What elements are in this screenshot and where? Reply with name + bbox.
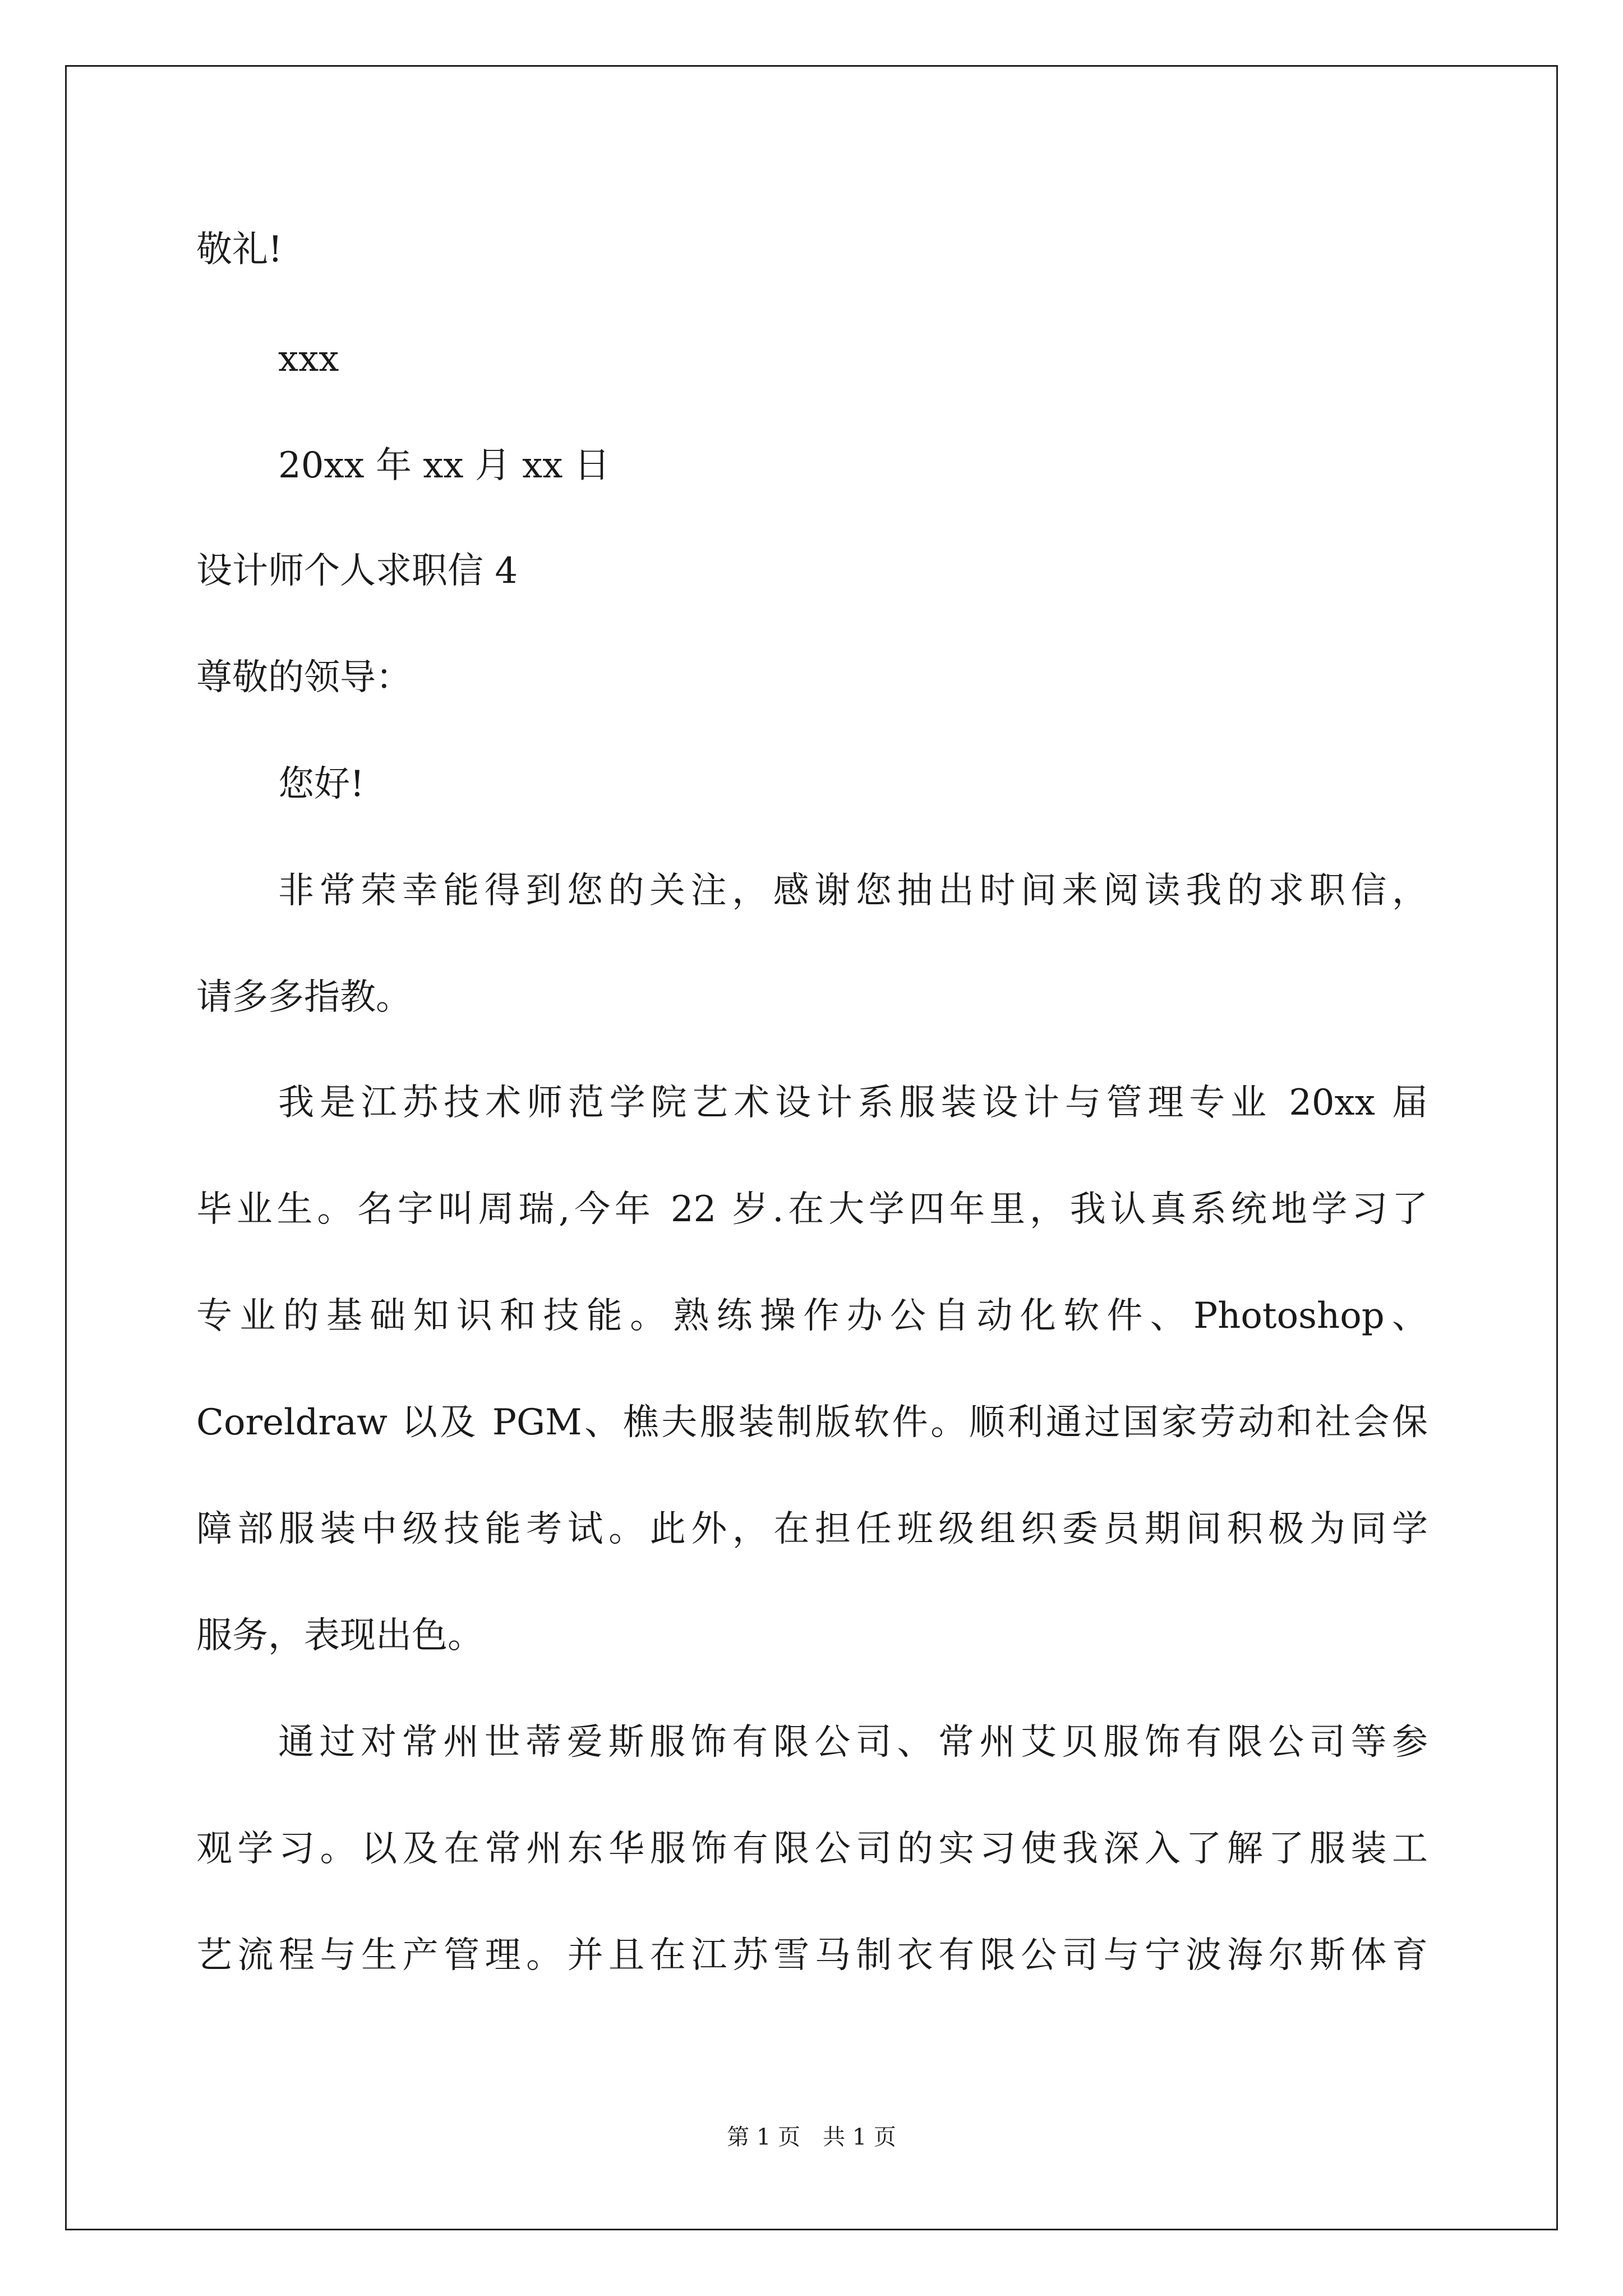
paragraph-line: 服务，表现出色。 <box>196 1615 483 1657</box>
paragraph-line: 非常荣幸能得到您的关注，感谢您抽出时间来阅读我的求职信， <box>278 870 1428 912</box>
paragraph-line: Coreldraw 以及 PGM、樵夫服装制版软件。顺利通过国家劳动和社会保 <box>196 1402 1428 1443</box>
paragraph-line: 我是江苏技术师范学院艺术设计系服装设计与管理专业 20xx 届 <box>278 1082 1428 1124</box>
paragraph-line: 通过对常州世蒂爱斯服饰有限公司、常州艾贝服饰有限公司等参 <box>278 1722 1428 1763</box>
signature-date: 20xx 年 xx 月 xx 日 <box>278 445 610 486</box>
section-title: 设计师个人求职信 4 <box>196 550 518 592</box>
paragraph-line: 专业的基础知识和技能。熟练操作办公自动化软件、Photoshop、 <box>196 1295 1428 1337</box>
paragraph-line: 艺流程与生产管理。并且在江苏雪马制衣有限公司与宁波海尔斯体育 <box>196 1935 1428 1976</box>
signature-name: xxx <box>278 338 339 380</box>
paragraph-line: 观学习。以及在常州东华服饰有限公司的实习使我深入了解了服装工 <box>196 1828 1428 1870</box>
paragraph-line: 毕业生。名字叫周瑞,今年 22 岁.在大学四年里，我认真系统地学习了 <box>196 1189 1428 1230</box>
page-footer: 第 1 页 共 1 页 <box>727 2124 896 2150</box>
paragraph-line: 障部服装中级技能考试。此外，在担任班级组织委员期间积极为同学 <box>196 1508 1428 1550</box>
closing-salutation: 敬礼! <box>196 229 283 270</box>
greeting: 尊敬的领导： <box>196 657 412 698</box>
hello-line: 您好! <box>278 763 365 805</box>
paragraph-line: 请多多指教。 <box>196 977 412 1018</box>
page-border <box>65 65 1558 2230</box>
